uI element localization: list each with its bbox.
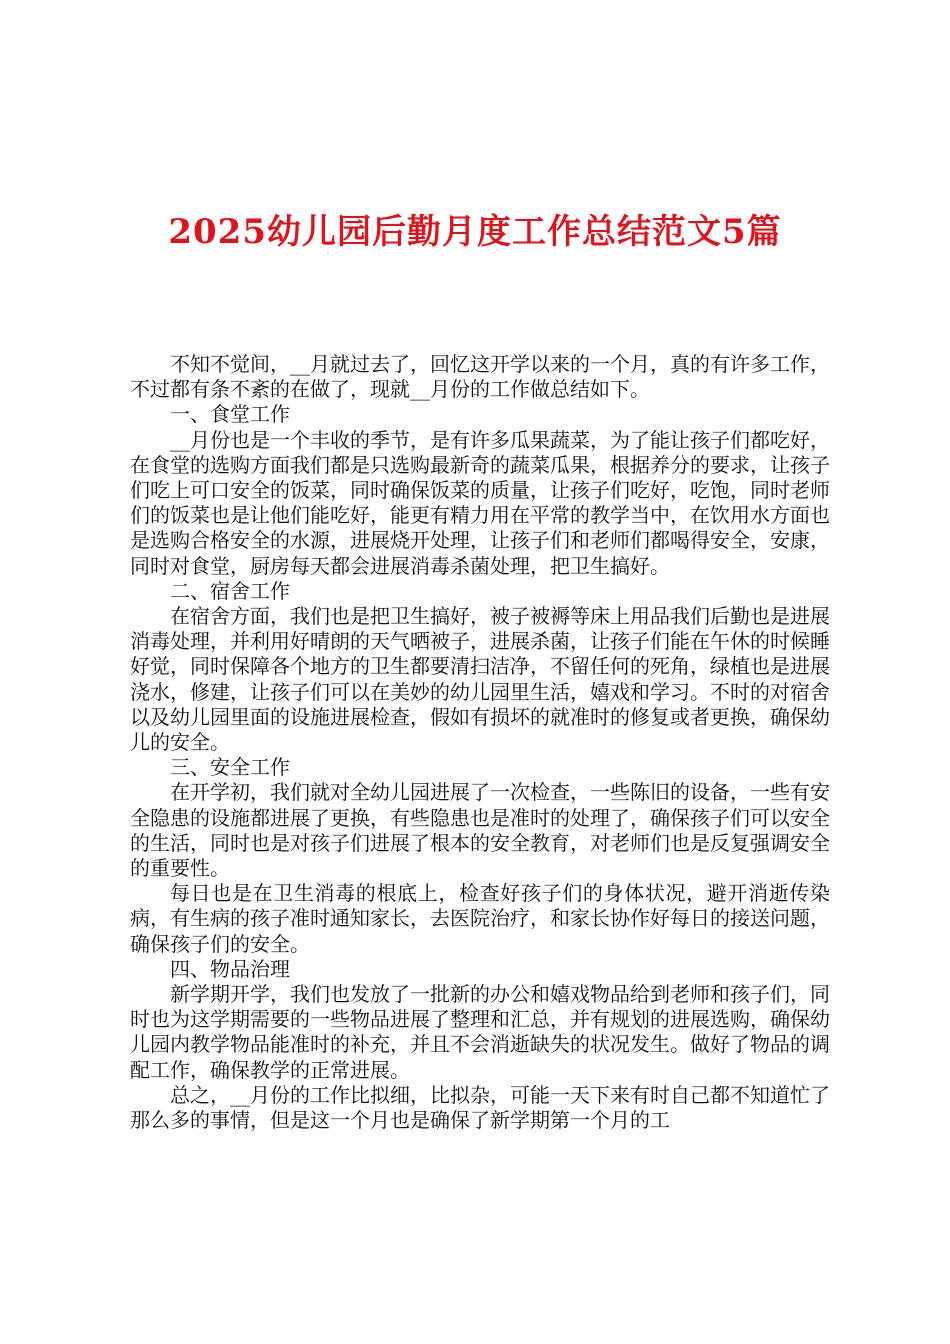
safety-paragraph-2: 每日也是在卫生消毒的根底上，检查好孩子们的身体状况，避开消逝传染病，有生病的孩子准时通知家长，去医院治疗，和家长协作好每日的接送问题，确保孩子们的安全。: [130, 881, 830, 956]
intro-paragraph: 不知不觉间，__月就过去了，回忆这开学以来的一个月，真的有许多工作，不过都有条不紊的在做了，现就__月份的工作做总结如下。: [130, 352, 830, 402]
safety-paragraph-1: 在开学初，我们就对全幼儿园进展了一次检查，一些陈旧的设备，一些有安全隐患的设施都进展了更换，有些隐患也是准时的处理了，确保孩子们可以安全的生活，同时也是对孩子们进展了根本的安全教育，对老师们也是反复强调安全的重要性。: [130, 780, 830, 881]
section-heading-supplies: 四、物品治理: [170, 956, 290, 981]
document-body: [130, 352, 830, 1133]
section-heading-safety: 三、安全工作: [170, 755, 290, 780]
section-heading-dormitory: 二、宿舍工作: [170, 578, 290, 603]
supplies-paragraph: 新学期开学，我们也发放了一批新的办公和嬉戏物品给到老师和孩子们，同时也为这学期需要的一些物品进展了整理和汇总，并有规划的进展选购，确保幼儿园内教学物品能准时的补充，并且不会消逝缺失的状况发生。做好了物品的调配工作，确保教学的正常进展。: [130, 982, 830, 1082]
section-heading-canteen: 一、食堂工作: [170, 402, 290, 427]
canteen-paragraph: __月份也是一个丰收的季节，是有许多瓜果蔬菜，为了能让孩子们都吃好，在食堂的选购方面我们都是只选购最新奇的蔬菜瓜果，根据养分的要求，让孩子们吃上可口安全的饭菜，同时确保饭菜的质量，让孩子们吃好，吃饱，同时老师们的饭菜也是让他们能吃好，能更有精力用在平常的教学当中，在饮用水方面也是选购合格安全的水源，进展烧开处理，让孩子们和老师们都喝得安全，安康，同时对食堂，厨房每天都会进展消毒杀菌处理，把卫生搞好。: [130, 427, 830, 578]
summary-paragraph: 总之，__月份的工作比拟细，比拟杂，可能一天下来有时自己都不知道忙了那么多的事情，但是这一个月也是确保了新学期第一个月的工: [130, 1082, 830, 1133]
dormitory-paragraph: 在宿舍方面，我们也是把卫生搞好，被子被褥等床上用品我们后勤也是进展消毒处理，并利用好晴朗的天气晒被子，进展杀菌，让孩子们能在午休的时候睡好觉，同时保障各个地方的卫生都要清扫洁净，不留任何的死角，绿植也是进展浇水，修建，让孩子们可以在美妙的幼儿园里生活，嬉戏和学习。不时的对宿舍以及幼儿园里面的设施进展检查，假如有损坏的就准时的修复或者更换，确保幼儿的安全。: [130, 604, 830, 755]
document-title: 2025幼儿园后勤月度工作总结范文5篇: [168, 212, 782, 252]
